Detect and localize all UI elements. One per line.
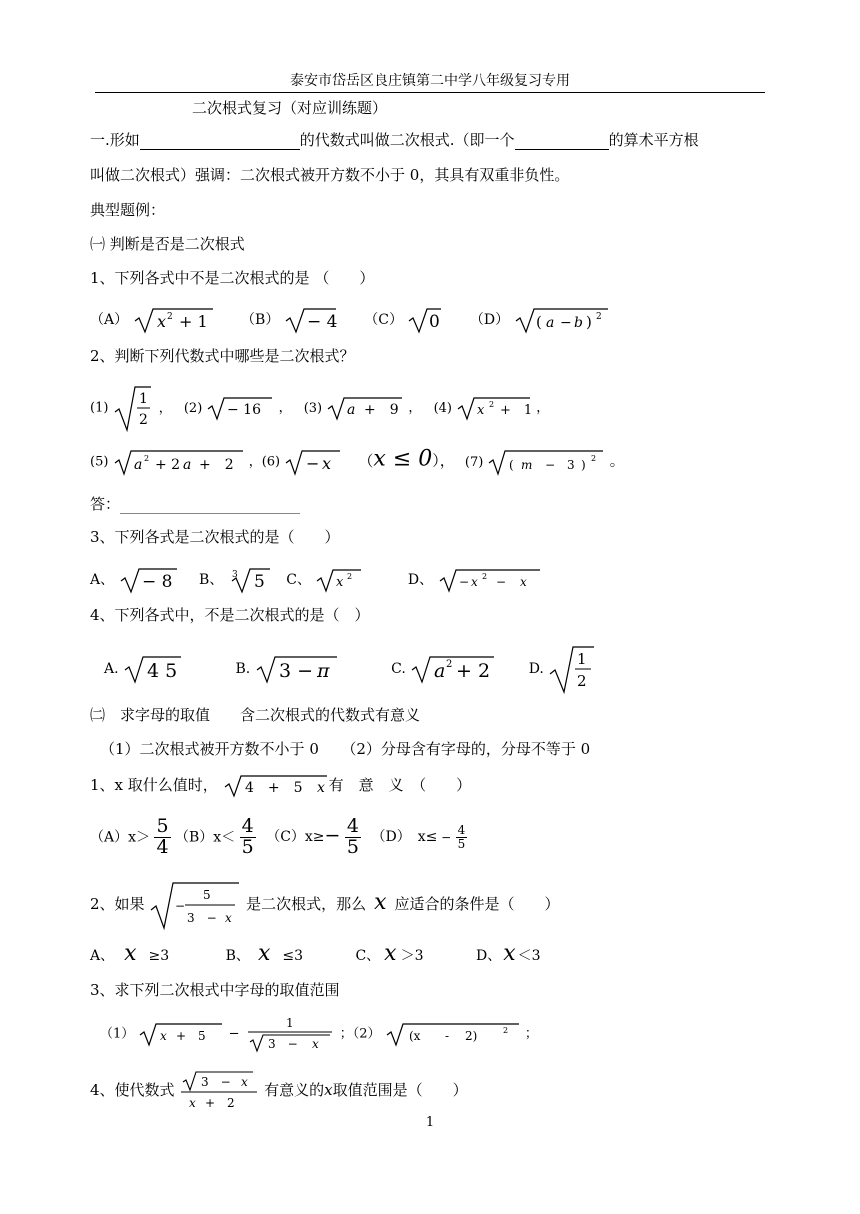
svg-text:+ 2: + 2	[456, 660, 491, 682]
radical-4-plus-5x	[223, 774, 329, 798]
svg-text:3: 3	[231, 570, 238, 580]
doc-title: 二次根式复习（对应训练题）	[192, 99, 388, 117]
svg-text:+ 2: + 2	[205, 1096, 236, 1110]
svg-text:x: x	[519, 575, 527, 589]
radical-neg-x2-minus-x	[438, 567, 542, 593]
radical-neg-8	[119, 566, 179, 594]
svg-text:4 + 5: 4 + 5	[244, 780, 303, 796]
radical-neg-x	[284, 448, 342, 476]
svg-text:4 5: 4 5	[147, 660, 178, 682]
svg-text:π: π	[316, 660, 330, 682]
svg-text:2: 2	[143, 454, 149, 463]
svg-text:2): 2)	[464, 1029, 477, 1043]
radical-neg-5-over-3-minus-x	[149, 880, 241, 930]
svg-text:5: 5	[203, 888, 211, 902]
svg-text:2: 2	[489, 400, 495, 409]
radical-x2-plus-1	[133, 306, 215, 334]
svg-text:2: 2	[591, 454, 597, 463]
blank-1	[140, 149, 300, 150]
answer-blank	[120, 495, 300, 514]
svg-text:−: −	[495, 575, 506, 589]
radical-neg-4	[284, 306, 338, 334]
svg-text:1: 1	[138, 391, 148, 407]
sec2-q4-stem: 4、使代数式 3 − x x + 2 有意义的x取值范围是（ ）	[90, 1070, 468, 1112]
svg-text:x: x	[160, 1029, 168, 1043]
radical-a2-2a-2	[113, 448, 245, 476]
svg-text:3 −: 3 −	[267, 1037, 298, 1051]
svg-text:x: x	[316, 780, 325, 796]
frac-4-5: $\frac{4}{5}$	[241, 815, 254, 858]
cond-x-le-0: x ≤ 0	[373, 446, 433, 472]
svg-text:− 8: − 8	[141, 572, 173, 592]
sec2-q1-stem: 1、x 取什么值时， 4 + 5 x 有 意 义 （ ）	[90, 776, 472, 796]
svg-text:x: x	[189, 1096, 197, 1110]
svg-text:− 16: − 16	[227, 402, 262, 418]
svg-text:2: 2	[138, 412, 148, 428]
svg-text:x: x	[322, 454, 332, 473]
svg-text:2: 2	[577, 672, 587, 690]
sec2-q2-stem: 2、如果 − 5 3 − x 是二次根式，那么 x 应适合的条件是（ ）	[90, 880, 560, 930]
frac-sqrt-3-minus-x-over-x-plus-2	[179, 1070, 259, 1112]
svg-text:x: x	[336, 575, 344, 590]
svg-text:+ 1: + 1	[178, 312, 208, 331]
svg-text:−: −	[559, 315, 572, 331]
radical-a-plus-9	[326, 395, 404, 421]
svg-text:+ 9: + 9	[364, 402, 399, 418]
sec1-q2-stem: 2、判断下列代数式中哪些是二次根式？	[90, 347, 355, 365]
svg-text:−: −	[175, 899, 186, 913]
svg-text:x: x	[225, 911, 233, 925]
frac-5-4: $\frac{5}{4}$	[156, 815, 169, 858]
intro-line-2: 叫做二次根式）强调：二次根式被开方数不小于 0，其具有双重非负性。	[90, 166, 570, 184]
svg-text:3 −: 3 −	[187, 911, 218, 925]
blank-2	[515, 149, 609, 150]
svg-text:a: a	[434, 660, 446, 682]
answer-line: 答：	[90, 494, 300, 514]
page-header: 泰安市岱岳区良庄镇第二中学八年级复习专用	[290, 73, 570, 89]
radical-0	[407, 306, 443, 334]
radical-x2-plus-1-small	[456, 395, 532, 421]
sec2-q2-options: A、 x ≥3 B、 x ≤3 C、 x ＞3 D、x ＜3	[90, 941, 541, 966]
sec2-rules: （1）二次根式被开方数不小于 0 （2）分母含有字母的，分母不等于 0	[100, 740, 591, 758]
svg-text:a: a	[182, 457, 191, 473]
radical-a-minus-b-sq	[514, 306, 610, 334]
frac-neg-4-5: $\frac{4}{5}$	[346, 815, 360, 858]
svg-text:2: 2	[446, 659, 453, 670]
svg-text:1: 1	[285, 1016, 294, 1030]
radical-1-over-2-large	[548, 644, 596, 694]
radical-a2-plus-2	[410, 654, 496, 684]
sec2-q3-row: （1） x + 5 − 1 3 − x ；（2） (x - 2) 2 ；	[100, 1014, 538, 1054]
sec1-q1-stem: 1、下列各式中不是二次根式的是 （ ）	[90, 269, 375, 287]
svg-text:x: x	[470, 575, 478, 589]
svg-text:5: 5	[253, 572, 265, 592]
svg-text:3 −: 3 −	[278, 660, 313, 682]
sec2-q1-options: （A）x＞ $\frac{5}{4}$ （B）x＜ $\frac{4}{5}$ （C）x≥− $\frac{4}{5}$ （D） x≤ − $\frac{4}{5}$	[90, 815, 466, 858]
sec1-q2-row2: (5) a 2 + 2 a + 2 ，(6) − x （x ≤ 0）， (7) ( m − 3 ) 2 。	[90, 448, 625, 476]
frac-neg-4-5-small: $\frac{4}{5}$	[457, 823, 466, 851]
svg-text:(x: (x	[408, 1029, 421, 1043]
svg-text:0: 0	[429, 312, 441, 332]
radical-45	[123, 654, 183, 684]
radical-x-plus-5	[138, 1021, 224, 1047]
svg-text:-: -	[444, 1029, 449, 1043]
svg-text:(: (	[535, 313, 542, 331]
radical-x2	[315, 567, 363, 593]
svg-text:): )	[581, 458, 587, 472]
svg-text:x: x	[241, 1075, 249, 1089]
header-rule	[95, 92, 765, 93]
typical-label: 典型题例：	[90, 201, 166, 219]
svg-text:x: x	[156, 312, 166, 331]
svg-text:+ 5: + 5	[176, 1029, 207, 1043]
radical-x-minus-2-sq	[385, 1021, 521, 1047]
svg-text:+ 1: + 1	[500, 403, 533, 418]
svg-text:+ 2: + 2	[154, 457, 180, 473]
svg-text:2: 2	[595, 312, 602, 322]
frac-1-over-sqrt-3-minus-x	[244, 1014, 336, 1054]
svg-text:a: a	[133, 457, 142, 473]
svg-text:3: 3	[567, 458, 576, 472]
sec1-q2-row1: (1) 1 2 ， (2) − 16 ， (3) a + 9 ， (4) x 2 + 1 ，	[90, 384, 549, 432]
sec2-title: ㈡ 求字母的取值 含二次根式的代数式有意义	[90, 706, 421, 724]
svg-text:2: 2	[502, 1026, 508, 1035]
intro-line-1: 一.形如 的代数式叫做二次根式.（即一个 的算术平方根	[90, 131, 699, 149]
svg-text:− 4: − 4	[306, 312, 338, 332]
sec1-q1-options: （A） x 2 + 1 （B） − 4 （C） 0 （D） ( a − b ) 2	[90, 306, 610, 334]
radical-3-minus-pi	[255, 654, 339, 684]
sec1-q3-stem: 3、下列各式是二次根式的是（ ）	[90, 528, 340, 546]
svg-text:−: −	[545, 458, 556, 472]
svg-text:a: a	[347, 402, 356, 418]
page-number: 1	[425, 1115, 435, 1130]
svg-text:+ 2: + 2	[198, 457, 234, 473]
sec2-q3-stem: 3、求下列二次根式中字母的取值范围	[90, 981, 340, 999]
svg-text:b: b	[573, 315, 583, 331]
svg-text:a: a	[545, 315, 554, 331]
svg-text:m: m	[521, 458, 533, 472]
svg-text:2: 2	[347, 572, 353, 581]
sec1-q4-options: A. 4 5 B. 3 − π C. a 2 + 2 D. 1 2	[104, 644, 596, 694]
svg-text:2: 2	[166, 312, 173, 322]
svg-text:x: x	[311, 1037, 319, 1051]
sec1-q4-stem: 4、下列各式中，不是二次根式的是（ ）	[90, 606, 370, 624]
svg-text:1: 1	[577, 650, 587, 668]
radical-1-over-2	[113, 384, 153, 432]
radical-neg-16	[206, 395, 274, 421]
cube-root-5	[228, 566, 274, 594]
svg-text:): )	[585, 313, 592, 331]
svg-text:−: −	[306, 454, 320, 473]
svg-text:x: x	[477, 403, 485, 418]
radical-m-minus-3-sq	[487, 448, 605, 476]
sec1-q3-options: A、 − 8 B、 3 5 C、 x 2 D、 − x 2 − x	[90, 566, 542, 594]
svg-text:3 −: 3 −	[201, 1075, 232, 1089]
sec1-title: ㈠ 判断是否是二次根式	[90, 235, 245, 253]
svg-text:−: −	[458, 575, 469, 589]
svg-text:(: (	[509, 458, 515, 472]
svg-text:2: 2	[481, 572, 487, 581]
